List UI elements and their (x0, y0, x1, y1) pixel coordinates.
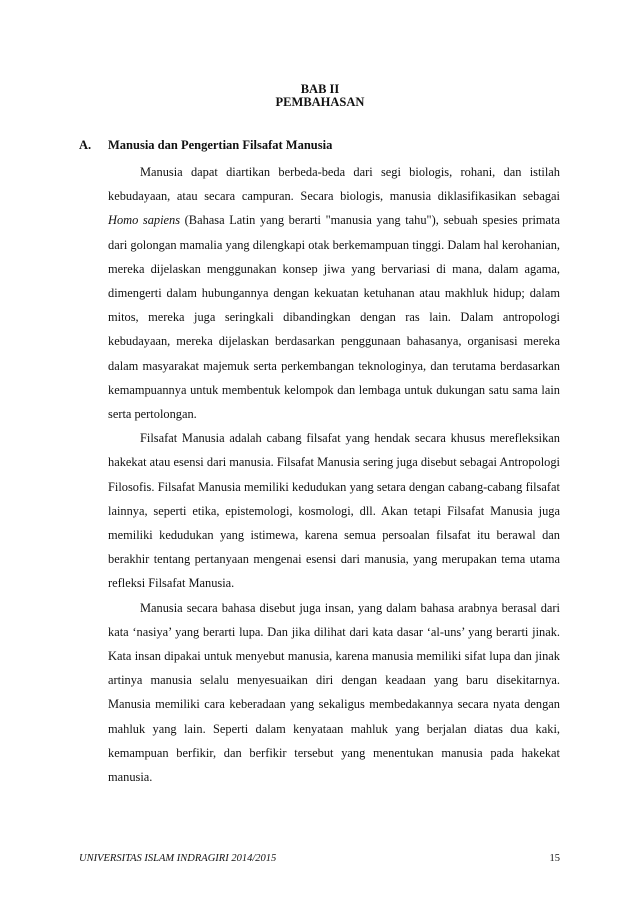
chapter-title: PEMBAHASAN (275, 95, 365, 109)
paragraph-1-italic-term: Homo sapiens (108, 213, 181, 228)
paragraph-1-before: Manusia dapat diartikan berbeda-beda dari segi biologis, rohani, dan istilah kebudayaan, atau secara campuran. Secara biologis, manusia diklasifikasikan sebagai (108, 165, 560, 204)
footer-institution: UNIVERSITAS ISLAM INDRAGIRI 2014/2015 (79, 853, 277, 864)
body-text (108, 160, 560, 789)
section-title: Manusia dan Pengertian Filsafat Manusia (108, 138, 333, 152)
paragraph-3: Manusia secara bahasa disebut juga insan, yang dalam bahasa arabnya berasal dari kata ‘nasiya’ yang berarti lupa. Dan jika dilihat dari kata dasar ‘al-uns’ yang berarti jinak. Kata insan dipakai untuk menyebut manusia, karena manusia memiliki sifat lupa dan jinak artinya manusia selalu menyesuaikan diri dengan keadaan yang baru disekitarnya. Manusia memiliki cara keberadaan yang sekaligus membedakannya secara nyata dengan mahluk yang lain. Seperti dalam kenyataan mahluk yang berjalan diatas dua kaki, kemampuan berfikir, dan berfikir tersebut yang menentukan manusia pada hakekat manusia. (108, 600, 560, 785)
paragraph-1 (108, 160, 560, 426)
paragraph-1-after: (Bahasa Latin yang berarti "manusia yang tahu"), sebuah spesies primata dari golongan mamalia yang dilengkapi otak berkemampuan tinggi. Dalam hal kerohanian, mereka dijelaskan menggunakan konsep jiwa yang bervariasi di mana, dalam agama, dimengerti dalam hubungannya dengan kekuatan ketuhanan atau makhluk hidup; dalam mitos, mereka juga seringkali dibandingkan dengan ras lain. Dalam antropologi kebudayaan, mereka dijelaskan berdasarkan penggunaan bahasanya, organisasi mereka dalam masyarakat majemuk serta perkembangan teknologinya, dan terutama berdasarkan kemampuannya untuk membentuk kelompok dan lembaga untuk dukungan satu sama lain serta pertolongan. (108, 213, 561, 422)
paragraph-2: Filsafat Manusia adalah cabang filsafat yang hendak secara khusus merefleksikan hakekat atau esensi dari manusia. Filsafat Manusia sering juga disebut sebagai Antropologi Filosofis. Filsafat Manusia memiliki kedudukan yang setara dengan cabang-cabang filsafat lainnya, seperti etika, epistemologi, kosmologi, dll. Akan tetapi Filsafat Manusia juga memiliki kedudukan yang istimewa, karena semua persoalan filsafat itu berawal dan berakhir tentang pertanyaan mengenai esensi dari manusia, yang merupakan tema utama refleksi Filsafat Manusia. (108, 431, 560, 591)
footer-page-number: 15 (549, 853, 560, 864)
chapter-number: BAB II (300, 82, 340, 96)
section-letter: A. (79, 138, 92, 152)
